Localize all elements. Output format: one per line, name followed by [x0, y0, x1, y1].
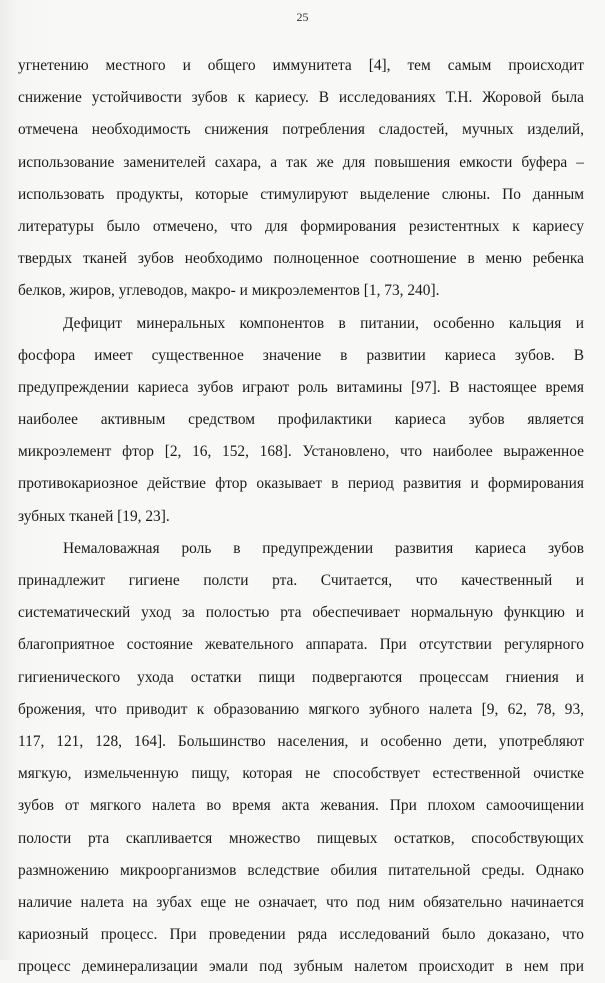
- text-line: угнетению местного и общего иммунитета [4], тем самым происходит: [18, 57, 584, 74]
- text-line: фосфора имеет существенное значение в развитии кариеса зубов. В: [18, 346, 584, 364]
- body-text: [18, 50, 584, 983]
- text-line: кариозный процесс. При проведении ряда исследований было доказано, что: [18, 926, 584, 944]
- text-line: принадлежит гигиене полсти рта. Считается, что качественный и: [18, 572, 584, 589]
- text-line: твердых тканей зубов необходимо полноценное соотношение в меню ребенка: [18, 250, 584, 268]
- text-line: систематический уход за полостью рта обеспечивает нормальную функцию и: [18, 604, 584, 622]
- text-line: гигиенического ухода остатки пищи подвергаются процессам гниения и: [18, 668, 584, 686]
- text-line: предупреждении кариеса зубов играют роль витамины [97]. В настоящее время: [18, 378, 584, 396]
- text-line: наличие налета на зубах еще не означает, что под ним обязательно начинается: [18, 893, 584, 911]
- text-line: микроэлемент фтор [2, 16, 152, 168]. Установлено, что наиболее выраженное: [18, 443, 584, 461]
- text-line: литературы было отмечено, что для формирования резистентных к кариесу: [18, 217, 584, 235]
- text-line: размножению микроорганизмов вследствие обилия питательной среды. Однако: [18, 861, 584, 879]
- text-line: наиболее активным средством профилактики кариеса зубов является: [18, 411, 584, 429]
- paragraph: [18, 50, 584, 308]
- text-line: отмечена необходимость снижения потребления сладостей, мучных изделий,: [18, 121, 584, 139]
- text-line: Немаловажная роль в предупреждении развития кариеса зубов: [63, 539, 584, 557]
- text-line: белков, жиров, углеводов, макро- и микроэлементов [1, 73, 240].: [18, 282, 440, 300]
- page-number: 25: [296, 10, 309, 24]
- text-line: мягкую, измельченную пищу, которая не способствует естественной очистке: [18, 765, 584, 783]
- text-line: использовать продукты, которые стимулируют выделение слюны. По данным: [18, 185, 584, 203]
- text-line: Дефицит минеральных компонентов в питании, особенно кальция и: [63, 314, 584, 332]
- text-line: брожения, что приводит к образованию мягкого зубного налета [9, 62, 78, 93,: [18, 700, 584, 718]
- text-line: использование заменителей сахара, а так же для повышения емкости буфера –: [18, 153, 584, 171]
- text-line: зубных тканей [19, 23].: [18, 507, 170, 525]
- text-line: противокариозное действие фтор оказывает в период развития и формирования: [18, 475, 584, 493]
- paragraph: [18, 308, 584, 533]
- paragraph: [18, 533, 584, 983]
- text-line: 117, 121, 128, 164]. Большинство населения, и особенно дети, употребляют: [18, 732, 584, 750]
- text-line: полости рта скапливается множество пищевых остатков, способствующих: [18, 829, 584, 847]
- text-line: снижение устойчивости зубов к кариесу. В исследованиях Т.Н. Жоровой была: [18, 89, 584, 107]
- text-line: процесс деминерализации эмали под зубным налетом происходит в нем при: [18, 958, 584, 976]
- text-line: благоприятное состояние жевательного аппарата. При отсутствии регулярного: [18, 636, 584, 654]
- text-line: зубов от мягкого налета во время акта жевания. При плохом самоочищении: [18, 797, 584, 815]
